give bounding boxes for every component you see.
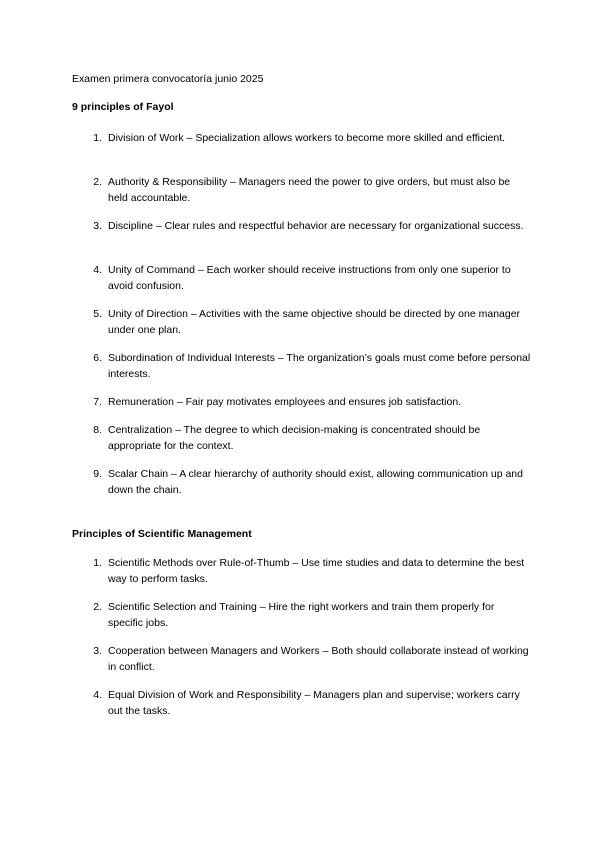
list-item-number: 8. <box>93 424 102 436</box>
list-item-number: 1. <box>93 132 102 144</box>
list-item-number: 3. <box>93 220 102 232</box>
list-item-text: Remuneration – Fair pay motivates employees and ensures job satisfaction. <box>108 396 462 408</box>
list-item-text: Scalar Chain – A clear hierarchy of authority should exist, allowing communication up and down the chain. <box>108 468 523 496</box>
list-item-number: 7. <box>93 396 102 408</box>
list-item-number: 4. <box>93 689 102 701</box>
list-item-number: 1. <box>93 557 102 569</box>
document-header: Examen primera convocatoría junio 2025 <box>72 73 264 85</box>
list-item-text: Scientific Selection and Training – Hire the right workers and train them properly for specific jobs. <box>108 601 495 629</box>
list-item-text: Unity of Direction – Activities with the same objective should be directed by one manager under one plan. <box>108 308 521 336</box>
list-item-text: Scientific Methods over Rule-of-Thumb – Use time studies and data to determine the best way to perform tasks. <box>108 557 525 585</box>
list-item-text: Cooperation between Managers and Workers – Both should collaborate instead of working in conflict. <box>108 645 529 673</box>
list-item-number: 2. <box>93 601 102 613</box>
list-item-number: 4. <box>93 264 102 276</box>
list-item-text: Authority & Responsibility – Managers need the power to give orders, but must also be held accountable. <box>108 176 511 204</box>
list-item-text: Division of Work – Specialization allows workers to become more skilled and efficient. <box>108 132 506 144</box>
list-item-number: 5. <box>93 308 102 320</box>
list-item-number: 2. <box>93 176 102 188</box>
list-item-number: 6. <box>93 352 102 364</box>
list-item-text: Discipline – Clear rules and respectful behavior are necessary for organizational success. <box>108 220 524 232</box>
list-item-text: Centralization – The degree to which decision-making is concentrated should be appropriate for the context. <box>108 424 481 452</box>
list-item-number: 9. <box>93 468 102 480</box>
list-item-text: Subordination of Individual Interests – The organization’s goals must come before personal interests. <box>108 352 531 380</box>
list-item-number: 3. <box>93 645 102 657</box>
section-heading-fayol: 9 principles of Fayol <box>72 101 174 113</box>
list-item-text: Unity of Command – Each worker should receive instructions from only one superior to avoid confusion. <box>108 264 511 292</box>
section-heading-scientific-management: Principles of Scientific Management <box>72 528 252 540</box>
list-item-text: Equal Division of Work and Responsibility – Managers plan and supervise; workers carry out the tasks. <box>108 689 520 717</box>
